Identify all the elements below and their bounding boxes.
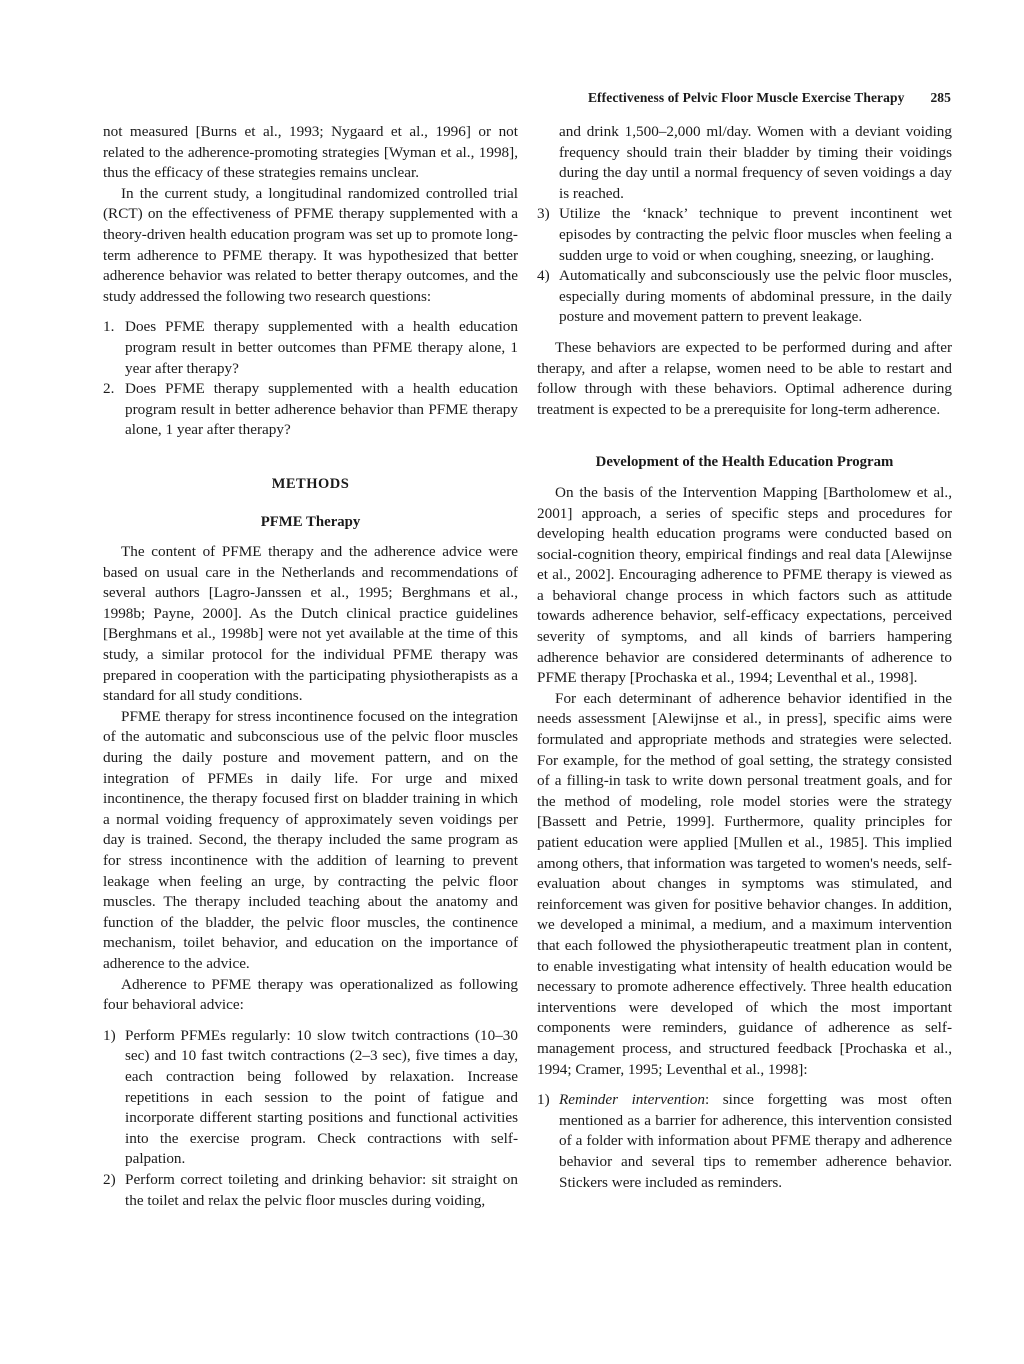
list-continuation: and drink 1,500–2,000 ml/day. Women with a deviant voiding frequency should train their bladder by timing their voidings during the day until a normal frequency of seven voidings a day is reached. bbox=[559, 123, 952, 202]
paragraph: PFME therapy for stress incontinence focused on the integration of the automatic and subconscious use of the pelvic floor muscles during the daily posture and movement pattern, and on the integration of PFMEs in daily life. For urge and mixed incontinence, the therapy focused first on bladder training in which a normal voiding frequency of approximately seven voidings per day is trained. Second, the therapy included the same program as for stress incontinence with the addition of learning to prevent leakage when feeling an urge, by contracting the pelvic floor muscles. The therapy included teaching about the anatomy and function of the bladder, the pelvic floor muscles, the continence mechanism, toilet behavior, and education on the importance of adherence to the advice. bbox=[103, 707, 518, 972]
list-marker: 1. bbox=[103, 318, 115, 336]
list-item bbox=[103, 1170, 518, 1211]
running-head-title: Effectiveness of Pelvic Floor Muscle Exercise Therapy bbox=[587, 90, 905, 105]
paragraph: In the current study, a longitudinal randomized controlled trial (RCT) on the effectiveness of PFME therapy supplemented with a theory-driven health education program was set up to promote long-term adherence to PFME therapy. It was hypothesized that better adherence behavior was related to better therapy outcomes, and the study addressed the following two research questions: bbox=[103, 184, 518, 305]
list-item-text: : since forgetting was most often mentioned as a barrier for adherence, this intervention consisted of a folder with information about PFME therapy and adherence behavior and several tips to remember adherence behavior. Stickers were included as reminders. bbox=[559, 1091, 953, 1191]
page-number: 285 bbox=[930, 90, 951, 105]
list-item bbox=[103, 317, 518, 379]
list-item-text: Perform PFMEs regularly: 10 slow twitch contractions (10–30 sec) and 10 fast twitch contractions (2–3 sec), five times a day, each contraction being followed by relaxation. Increase repetitions in each session to the point of fatigue and incorporate different starting positions and functional activities into the exercise program. Check contractions with self-palpation. bbox=[125, 1026, 518, 1168]
research-questions-list bbox=[103, 317, 518, 441]
right-column bbox=[537, 122, 952, 1193]
list-item-text: Automatically and subconsciously use the pelvic floor muscles, especially during moments of abdominal pressure, in the daily posture and movement pattern to prevent leakage. bbox=[559, 267, 952, 326]
left-column bbox=[103, 122, 518, 1211]
list-item bbox=[537, 266, 952, 328]
intervention-term: Reminder intervention bbox=[559, 1091, 705, 1109]
behavioral-advice-list bbox=[103, 1026, 518, 1211]
paragraph: Adherence to PFME therapy was operationalized as following four behavioral advice: bbox=[103, 975, 518, 1014]
list-item-text: Perform correct toileting and drinking behavior: sit straight on the toilet and relax the pelvic floor muscles during voiding, bbox=[125, 1170, 518, 1209]
list-item bbox=[103, 1026, 518, 1170]
list-marker: 2) bbox=[103, 1170, 116, 1188]
paragraph: These behaviors are expected to be performed during and after therapy, and after a relapse, women need to be able to restart and follow through with these behaviors. Optimal adherence during treatment is expected to be a prerequisite for long-term adherence. bbox=[537, 338, 952, 418]
list-item-text: Does PFME therapy supplemented with a health education program result in better adherence behavior than PFME therapy alone, 1 year after therapy? bbox=[125, 380, 518, 439]
list-item-text: Does PFME therapy supplemented with a health education program result in better outcomes than PFME therapy alone, 1 year after therapy? bbox=[125, 318, 518, 377]
list-marker: 3) bbox=[537, 205, 550, 223]
paragraph: On the basis of the Intervention Mapping [Bartholomew et al., 2001] approach, a series of specific steps and procedures for developing health education programs were conducted based on social-cognition theory, empirical findings and real data [Alewijnse et al., 2002]. Encouraging adherence to PFME therapy is viewed as a behavioral change process in which factors such as attitude towards adherence behavior, self-efficacy expectations, perceived severity of symptoms, and all kinds of barriers hampering adherence behavior are considered determinants of adherence to PFME therapy [Prochaska et al., 1994; Leventhal et al., 1998]. bbox=[537, 483, 952, 687]
list-item-text: Utilize the ‘knack’ technique to prevent incontinent wet episodes by contracting the pelvic floor muscles when feeling a sudden urge to void or when coughing, sneezing, or laughing. bbox=[559, 205, 952, 264]
paragraph: The content of PFME therapy and the adherence advice were based on usual care in the Netherlands and recommendations of several authors [Lagro-Janssen et al., 1995; Berghmans et al., 1998b; Payne, 2000]. As the Dutch clinical practice guidelines [Berghmans et al., 1998b] were not yet available at the time of this study, a similar protocol for the individual PFME therapy was prepared in cooperation with the participating physiotherapists as a standard for all study conditions. bbox=[103, 543, 518, 705]
list-item bbox=[537, 204, 952, 266]
list-item bbox=[537, 1090, 952, 1193]
subsection-heading-health-education: Development of the Health Education Program bbox=[595, 454, 894, 471]
list-marker: 1) bbox=[103, 1026, 116, 1044]
subsection-heading-pfme-therapy: PFME Therapy bbox=[260, 513, 361, 530]
list-marker: 2. bbox=[103, 380, 115, 398]
section-heading-methods: METHODS bbox=[271, 475, 350, 492]
list-item bbox=[103, 379, 518, 441]
interventions-list bbox=[537, 1090, 952, 1193]
list-marker: 1) bbox=[537, 1091, 550, 1109]
paragraph: not measured [Burns et al., 1993; Nygaard et al., 1996] or not related to the adherence-promoting strategies [Wyman et al., 1998], thus the efficacy of these strategies remains unclear. bbox=[103, 123, 518, 182]
behavioral-advice-list-continued bbox=[537, 204, 952, 328]
running-head bbox=[588, 90, 951, 106]
list-marker: 4) bbox=[537, 267, 550, 285]
paragraph: For each determinant of adherence behavior identified in the needs assessment [Alewijnse et al., in press], specific aims were formulated and appropriate methods and strategies were selected. For example, for the method of goal setting, the strategy consisted of a filling-in task to write down personal treatment goals, and for the method of modeling, role model stories were the strategy [Bassett and Petrie, 1999]. Furthermore, quality principles for patient education were applied [Mullen et al., 1985]. This implied among others, that information was targeted to women's needs, self-evaluation about changes in symptoms was stimulated, and reinforcement was given for positive behavior changes. In addition, we developed a minimal, a medium, and a maximum intervention that each followed the physiotherapeutic treatment plan in content, to enable investigating what intensity of health education would be necessary to promote adherence effectively. Three health education interventions were developed of which the most important components were reminders, guidance of adherence as self-management process, and structured feedback [Prochaska et al., 1994; Cramer, 1995; Leventhal et al., 1998]: bbox=[537, 689, 952, 1078]
